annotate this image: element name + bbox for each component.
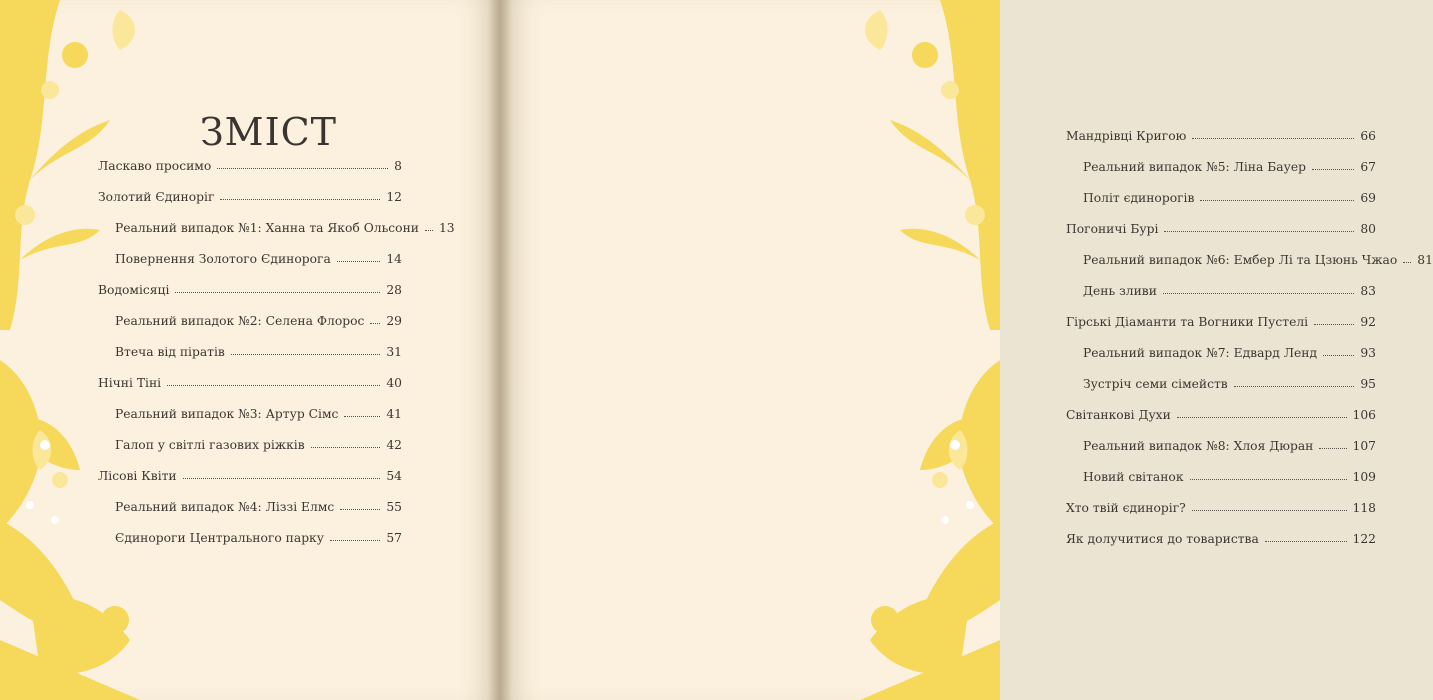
toc-entry-title: Як долучитися до товариства [1066,531,1259,546]
toc-leader-dots [1319,448,1346,449]
toc-entry-page: 28 [386,282,402,297]
toc-leader-dots [1200,200,1354,201]
toc-leader-dots [175,292,380,293]
toc-entry[interactable] [98,305,402,336]
toc-leader-dots [425,230,433,231]
toc-entry-title: Реальний випадок №5: Ліна Бауер [1083,159,1306,174]
toc-entry[interactable] [98,212,455,243]
toc-entry-page: 122 [1352,531,1376,546]
toc-entry[interactable] [98,491,402,522]
toc-entry-page: 13 [438,220,455,235]
toc-leader-dots [1314,324,1354,325]
toc-entry[interactable] [98,181,402,212]
toc-leader-dots [340,509,380,510]
left-page [0,0,500,700]
toc-entry[interactable] [1066,461,1376,492]
toc-entry[interactable] [1066,213,1376,244]
toc-entry[interactable] [1066,523,1376,554]
toc-entry-page: 31 [386,344,402,359]
toc-entry-title: Хто твій єдиноріг? [1066,500,1186,515]
toc-entry[interactable] [1066,430,1376,461]
toc-entry-page: 80 [1360,221,1376,236]
toc-entry-title: Світанкові Духи [1066,407,1171,422]
toc-leader-dots [1192,138,1354,139]
toc-entry-title: Золотий Єдиноріг [98,189,215,204]
toc-entry-title: Лісові Квіти [98,468,177,483]
toc-leader-dots [311,447,381,448]
toc-leader-dots [1265,541,1347,542]
toc-leader-dots [183,478,381,479]
toc-entry[interactable] [98,398,402,429]
toc-entry[interactable] [1066,244,1433,275]
toc-entry-title: Погоничі Бурі [1066,221,1159,236]
toc-leader-dots [370,323,380,324]
toc-entry-title: Реальний випадок №1: Ханна та Якоб Ольсони [115,220,419,235]
toc-entry[interactable] [1066,368,1376,399]
toc-entry-page: 42 [386,437,402,452]
toc-entry-title: Реальний випадок №8: Хлоя Дюран [1083,438,1314,453]
toc-leader-dots [1234,386,1355,387]
toc-leader-dots [330,540,380,541]
toc-entry-title: День зливи [1083,283,1157,298]
toc-entry[interactable] [1066,275,1376,306]
toc-leader-dots [344,416,380,417]
toc-entry-page: 93 [1360,345,1376,360]
toc-entry[interactable] [1066,399,1376,430]
toc-leader-dots [1403,262,1411,263]
toc-entry[interactable] [1066,120,1376,151]
toc-entry-page: 95 [1360,376,1376,391]
toc-entry-page: 57 [386,530,402,545]
toc-entry-page: 8 [394,158,402,173]
toc-entry-title: Мандрівці Кригою [1066,128,1187,143]
toc-entry-title: Новий світанок [1083,469,1184,484]
toc-entry-title: Єдинороги Центрального парку [115,530,324,545]
toc-entry-page: 83 [1360,283,1376,298]
toc-leader-dots [1323,355,1354,356]
toc-leader-dots [1164,231,1354,232]
toc-entry-page: 107 [1352,438,1376,453]
toc-entry-page: 66 [1360,128,1376,143]
toc-entry[interactable] [1066,492,1376,523]
toc-entry-title: Повернення Золотого Єдинорога [115,251,331,266]
toc-entry-title: Втеча від піратів [115,344,225,359]
toc-entry[interactable] [98,336,402,367]
toc-entry-page: 118 [1352,500,1376,515]
toc-entry-title: Реальний випадок №7: Едвард Ленд [1083,345,1318,360]
toc-list-left [98,150,455,553]
toc-entry[interactable] [1066,151,1376,182]
toc-entry[interactable] [1066,306,1376,337]
toc-entry-page: 67 [1360,159,1376,174]
toc-entry-title: Водомісяці [98,282,170,297]
toc-entry-title: Політ єдинорогів [1083,190,1195,205]
toc-entry-page: 54 [386,468,402,483]
toc-entry[interactable] [98,460,402,491]
toc-entry-page: 14 [386,251,402,266]
toc-title: ЗМІСТ [200,110,338,154]
toc-leader-dots [231,354,381,355]
book-gutter [488,0,512,700]
toc-entry-title: Реальний випадок №4: Ліззі Елмс [115,499,335,514]
toc-entry[interactable] [1066,337,1376,368]
toc-entry-title: Ласкаво просимо [98,158,212,173]
toc-list-right [1066,120,1433,554]
toc-entry-page: 12 [386,189,402,204]
toc-leader-dots [167,385,380,386]
toc-entry-title: Нічні Тіні [98,375,162,390]
toc-leader-dots [337,261,381,262]
toc-entry-title: Реальний випадок №3: Артур Сімс [115,406,339,421]
toc-entry-page: 109 [1352,469,1376,484]
toc-entry[interactable] [98,274,402,305]
toc-entry-page: 41 [386,406,402,421]
toc-entry[interactable] [98,243,402,274]
right-page [500,0,1433,700]
floral-border-right [860,0,1000,700]
toc-leader-dots [1190,479,1347,480]
toc-entry-page: 40 [386,375,402,390]
toc-entry[interactable] [98,429,402,460]
toc-entry[interactable] [98,522,402,553]
toc-leader-dots [1312,169,1354,170]
toc-entry-page: 55 [386,499,402,514]
toc-entry-page: 29 [386,313,402,328]
toc-entry-page: 92 [1360,314,1376,329]
toc-entry-title: Галоп у світлі газових ріжків [115,437,305,452]
toc-entry[interactable] [1066,182,1376,213]
toc-entry-title: Гірські Діаманти та Вогники Пустелі [1066,314,1309,329]
toc-leader-dots [1163,293,1354,294]
toc-entry-title: Зустріч семи сімейств [1083,376,1228,391]
toc-leader-dots [217,168,388,169]
toc-leader-dots [220,199,380,200]
toc-entry-page: 81 [1417,252,1433,267]
toc-entry-page: 69 [1360,190,1376,205]
toc-leader-dots [1192,510,1347,511]
toc-leader-dots [1177,417,1347,418]
toc-entry-title: Реальний випадок №6: Ембер Лі та Цзюнь Чжао [1083,252,1398,267]
toc-entry-title: Реальний випадок №2: Селена Флорос [115,313,365,328]
toc-entry[interactable] [98,150,402,181]
toc-entry-page: 106 [1352,407,1376,422]
toc-entry[interactable] [98,367,402,398]
